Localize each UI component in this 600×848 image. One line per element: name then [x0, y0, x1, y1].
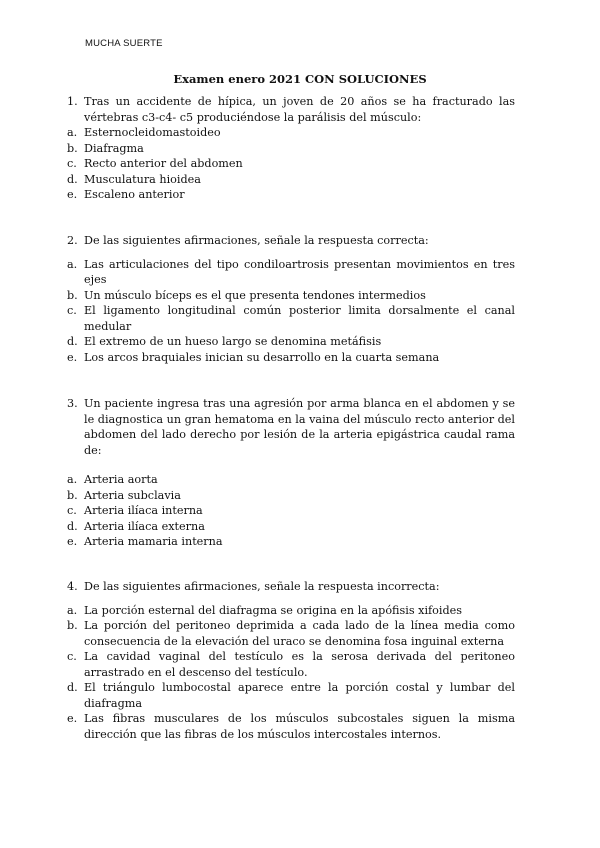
question-number: 4. — [67, 580, 78, 593]
option-c — [67, 503, 515, 519]
option-e — [67, 711, 515, 742]
option-letter: c. — [67, 157, 77, 170]
option-letter: e. — [67, 350, 78, 364]
option-letter: b. — [67, 141, 78, 155]
option-text: Diafragma — [84, 141, 144, 155]
option-letter: c. — [67, 504, 77, 517]
option-text: Las fibras musculares de los músculos subcostales siguen la misma dirección que las fibras de los músculos intercostales internos. — [84, 712, 515, 741]
option-e — [67, 534, 515, 550]
option-b — [67, 141, 515, 157]
option-text: Recto anterior del abdomen — [84, 157, 243, 170]
question-number: 1. — [67, 95, 78, 108]
exam-title: Examen enero 2021 CON SOLUCIONES — [173, 72, 427, 86]
option-c — [67, 303, 515, 334]
option-letter: c. — [67, 304, 77, 317]
option-text: La cavidad vaginal del testículo es la serosa derivada del peritoneo arrastrado en el descenso del testículo. — [84, 650, 515, 679]
option-text: Arteria aorta — [84, 473, 158, 486]
question-1 — [67, 94, 515, 203]
option-e — [67, 187, 515, 203]
option-letter: e. — [67, 188, 78, 201]
option-text: Arteria mamaria interna — [84, 535, 223, 548]
option-letter: e. — [67, 535, 78, 548]
option-letter: a. — [67, 603, 78, 617]
option-text: La porción esternal del diafragma se origina en la apófisis xifoides — [84, 603, 463, 617]
option-letter: a. — [67, 257, 78, 271]
option-c — [67, 156, 515, 172]
option-text: Los arcos braquiales inician su desarrollo en la cuarta semana — [84, 350, 440, 364]
option-text: Esternocleidomastoideo — [84, 126, 221, 139]
option-letter: d. — [67, 519, 78, 533]
option-a — [67, 603, 515, 619]
option-d — [67, 680, 515, 711]
question-number: 2. — [67, 234, 78, 247]
page-header: MUCHA SUERTE — [85, 38, 163, 49]
question-2 — [67, 233, 515, 365]
question-stem: Tras un accidente de hípica, un joven de 20 años se ha fracturado las vértebras c3-c4- c5 produciéndose la parálisis del músculo: — [84, 95, 515, 124]
option-text: Arteria subclavia — [84, 488, 181, 502]
option-a — [67, 257, 515, 288]
option-text: Escaleno anterior — [84, 188, 185, 201]
option-letter: a. — [67, 473, 78, 486]
option-letter: b. — [67, 619, 78, 632]
option-e — [67, 350, 515, 366]
question-stem: De las siguientes afirmaciones, señale la respuesta incorrecta: — [84, 580, 440, 593]
option-d — [67, 519, 515, 535]
option-text: Las articulaciones del tipo condiloartrosis presentan movimientos en tres ejes — [84, 257, 515, 286]
question-number: 3. — [67, 397, 78, 410]
option-text: El extremo de un hueso largo se denomina metáfisis — [84, 335, 382, 348]
option-text: La porción del peritoneo deprimida a cada lado de la línea media como consecuencia de la elevación del uraco se denomina fosa inguinal externa — [84, 619, 515, 648]
option-letter: d. — [67, 681, 78, 694]
option-text: El ligamento longitudinal común posterior limita dorsalmente el canal medular — [84, 304, 515, 333]
option-letter: a. — [67, 126, 78, 139]
option-a — [67, 472, 515, 488]
option-text: El triángulo lumbocostal aparece entre la porción costal y lumbar del diafragma — [84, 681, 515, 710]
option-letter: b. — [67, 488, 78, 502]
option-text: Un músculo bíceps es el que presenta tendones intermedios — [84, 288, 426, 302]
option-d — [67, 172, 515, 188]
option-letter: d. — [67, 172, 78, 186]
option-b — [67, 618, 515, 649]
option-letter: e. — [67, 712, 78, 725]
option-b — [67, 488, 515, 504]
question-stem: De las siguientes afirmaciones, señale la respuesta correcta: — [84, 234, 429, 247]
question-3 — [67, 396, 515, 550]
option-letter: c. — [67, 650, 77, 663]
option-letter: b. — [67, 288, 78, 302]
option-b — [67, 288, 515, 304]
option-text: Arteria ilíaca interna — [84, 504, 203, 517]
option-letter: d. — [67, 335, 78, 348]
option-text: Musculatura hioidea — [84, 172, 201, 186]
question-4 — [67, 579, 515, 742]
option-text: Arteria ilíaca externa — [84, 519, 205, 533]
option-a — [67, 125, 515, 141]
option-c — [67, 649, 515, 680]
question-stem: Un paciente ingresa tras una agresión por arma blanca en el abdomen y se le diagnostica un gran hematoma en la vaina del músculo recto anterior del abdomen del lado derecho por lesión de la arteria epigástrica caudal rama de: — [84, 397, 515, 457]
option-d — [67, 334, 515, 350]
